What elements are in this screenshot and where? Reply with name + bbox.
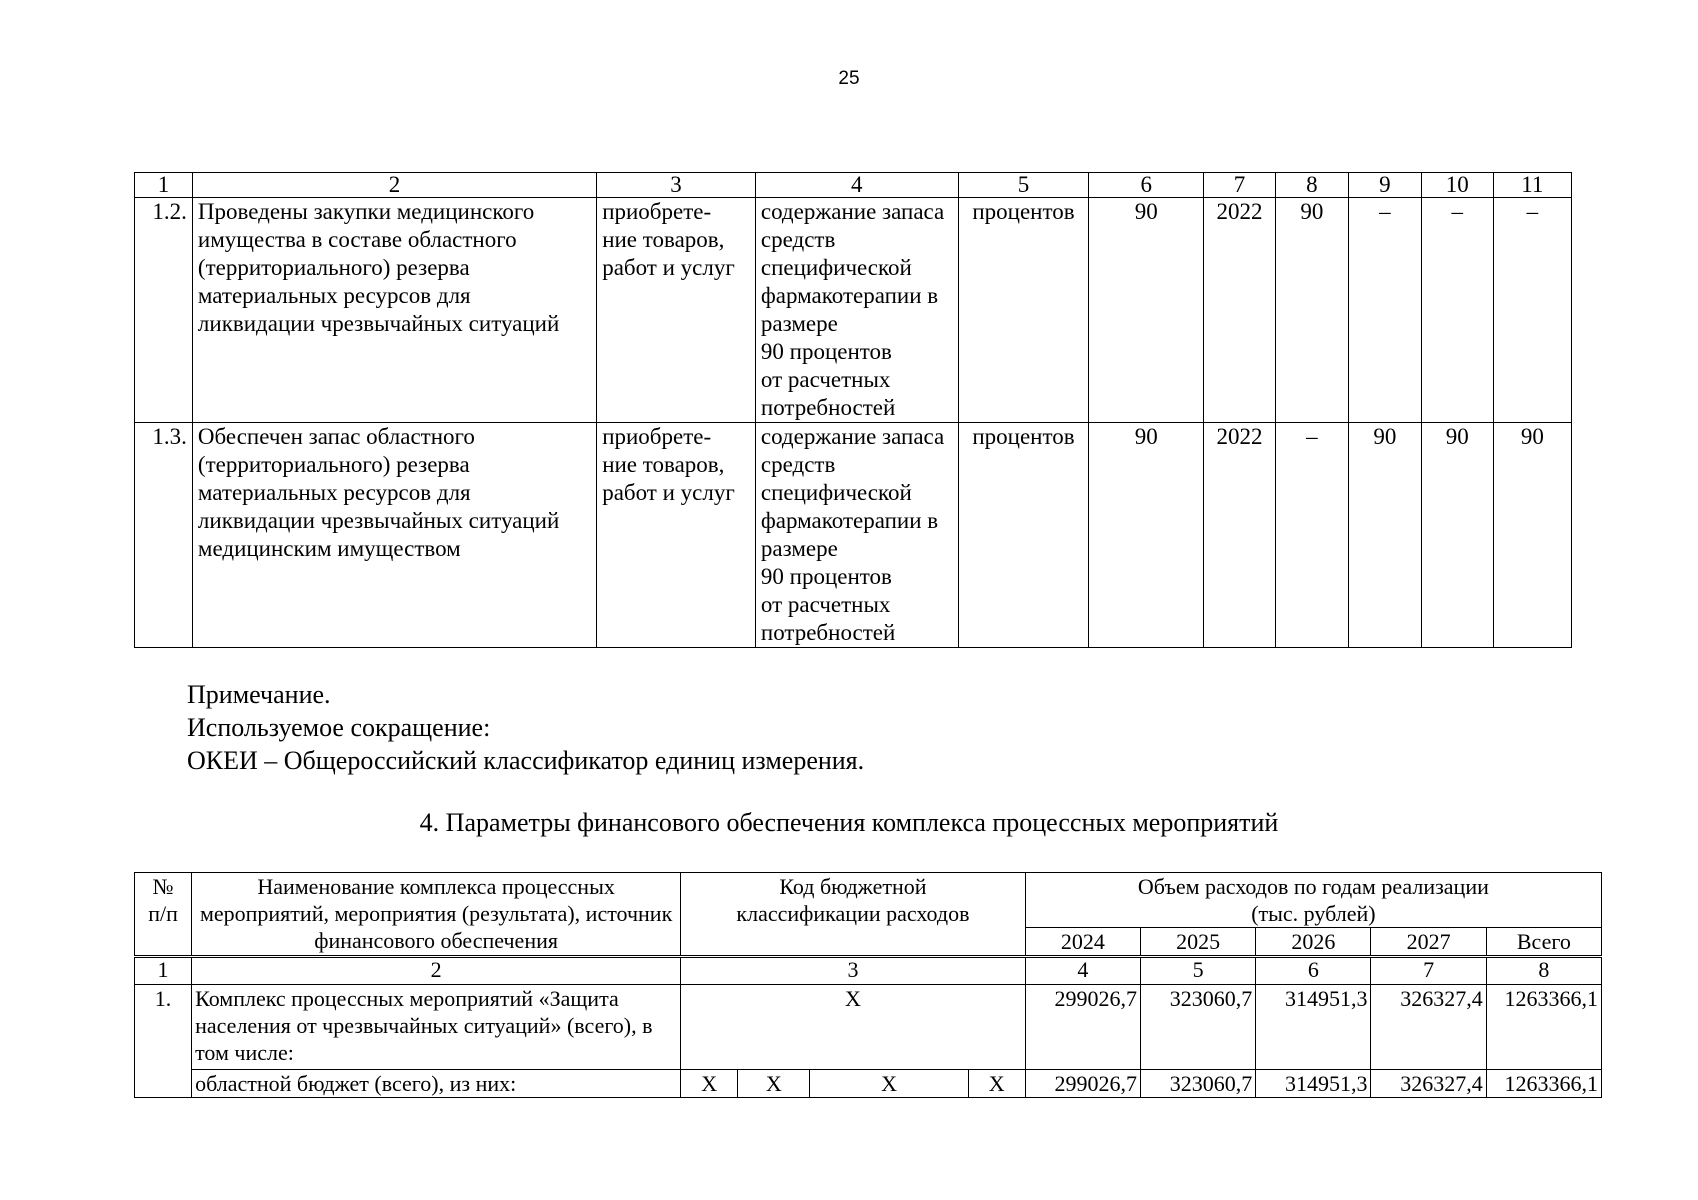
col-number: 5 xyxy=(958,173,1089,198)
table-row xyxy=(135,198,1572,423)
base-year: 2022 xyxy=(1204,423,1276,648)
col-number: 2 xyxy=(192,957,681,985)
row-number: 1.2. xyxy=(135,198,193,423)
header-volume: Объем расходов по годам реализации (тыс. рублей) xyxy=(1025,873,1601,928)
header-code: Код бюджетной классификации расходов xyxy=(681,873,1026,957)
result-description: содержание запаса средств специфической фармакотерапии в размере 90 процентов от расчетных потребностей xyxy=(755,198,958,423)
col-number: 1 xyxy=(135,957,192,985)
value-2026: – xyxy=(1421,198,1493,423)
col-number: 3 xyxy=(681,957,1026,985)
indicators-table xyxy=(134,172,1572,648)
value-2024: 90 xyxy=(1275,198,1348,423)
financing-table xyxy=(134,872,1602,1098)
base-year: 2022 xyxy=(1204,198,1276,423)
result-name: Обеспечен запас областного (территориального) резерва материальных ресурсов для ликвидации чрезвычайных ситуаций медицинским имуществом xyxy=(192,423,596,648)
col-number: 4 xyxy=(1025,957,1140,985)
col-number: 11 xyxy=(1493,173,1571,198)
table-row xyxy=(135,985,1602,1070)
header-year: 2027 xyxy=(1371,928,1486,957)
amount-2027: 326327,4 xyxy=(1371,1070,1486,1098)
budget-code-part: Х xyxy=(738,1070,810,1098)
header-number: № п/п xyxy=(135,873,192,957)
result-name: Проведены закупки медицинского имущества в составе областного (территориального) резерва материальных ресурсов для ликвидации чрезвычайных ситуаций xyxy=(192,198,596,423)
amount-2026: 314951,3 xyxy=(1256,985,1371,1070)
budget-code-part: Х xyxy=(810,1070,968,1098)
header-year: 2026 xyxy=(1256,928,1371,957)
col-number: 10 xyxy=(1421,173,1493,198)
funding-source: областной бюджет (всего), из них: xyxy=(192,1070,681,1098)
base-value: 90 xyxy=(1089,423,1204,648)
value-2024: – xyxy=(1275,423,1348,648)
result-description: содержание запаса средств специфической фармакотерапии в размере 90 процентов от расчетных потребностей xyxy=(755,423,958,648)
header-year: 2025 xyxy=(1141,928,1256,957)
amount-2025: 323060,7 xyxy=(1141,1070,1256,1098)
row-number: 1.3. xyxy=(135,423,193,648)
amount-2026: 314951,3 xyxy=(1256,1070,1371,1098)
col-number: 4 xyxy=(755,173,958,198)
col-number: 7 xyxy=(1204,173,1276,198)
section-heading: 4. Параметры финансового обеспечения комплекса процессных мероприятий xyxy=(419,808,1279,837)
budget-code: Х xyxy=(681,985,1026,1070)
header-name: Наименование комплекса процессных мероприятий, мероприятия (результата), источник финансового обеспечения xyxy=(192,873,681,957)
table-header-row xyxy=(135,173,1572,198)
amount-2024: 299026,7 xyxy=(1025,1070,1140,1098)
complex-name: Комплекс процессных мероприятий «Защита населения от чрезвычайных ситуаций» (всего), в том числе: xyxy=(192,985,681,1070)
col-number: 8 xyxy=(1486,957,1601,985)
col-number: 2 xyxy=(192,173,596,198)
result-type: приобрете- ние товаров, работ и услуг xyxy=(597,198,756,423)
page-number: 25 xyxy=(838,68,860,89)
header-total: Всего xyxy=(1486,928,1601,957)
amount-2025: 323060,7 xyxy=(1141,985,1256,1070)
note-subtitle: Используемое сокращение: xyxy=(187,713,491,742)
table-row xyxy=(135,423,1572,648)
table-header-row xyxy=(135,873,1602,928)
amount-2027: 326327,4 xyxy=(1371,985,1486,1070)
col-number: 1 xyxy=(135,173,193,198)
column-number-row xyxy=(135,957,1602,985)
amount-2024: 299026,7 xyxy=(1025,985,1140,1070)
col-number: 9 xyxy=(1348,173,1421,198)
budget-code-part: Х xyxy=(968,1070,1025,1098)
col-number: 6 xyxy=(1256,957,1371,985)
col-number: 8 xyxy=(1275,173,1348,198)
result-type: приобрете- ние товаров, работ и услуг xyxy=(597,423,756,648)
amount-total: 1263366,1 xyxy=(1486,1070,1601,1098)
value-2027: 90 xyxy=(1493,423,1571,648)
value-2025: 90 xyxy=(1348,423,1421,648)
row-number: 1. xyxy=(135,985,192,1098)
value-2025: – xyxy=(1348,198,1421,423)
unit: процентов xyxy=(958,423,1089,648)
col-number: 5 xyxy=(1141,957,1256,985)
header-year: 2024 xyxy=(1025,928,1140,957)
unit: процентов xyxy=(958,198,1089,423)
amount-total: 1263366,1 xyxy=(1486,985,1601,1070)
note-abbreviation: ОКЕИ – Общероссийский классификатор единиц измерения. xyxy=(187,746,865,775)
col-number: 7 xyxy=(1371,957,1486,985)
col-number: 3 xyxy=(597,173,756,198)
value-2027: – xyxy=(1493,198,1571,423)
value-2026: 90 xyxy=(1421,423,1493,648)
budget-code-part: Х xyxy=(681,1070,738,1098)
note-title: Примечание. xyxy=(187,680,331,709)
base-value: 90 xyxy=(1089,198,1204,423)
col-number: 6 xyxy=(1089,173,1204,198)
table-row xyxy=(135,1070,1602,1098)
